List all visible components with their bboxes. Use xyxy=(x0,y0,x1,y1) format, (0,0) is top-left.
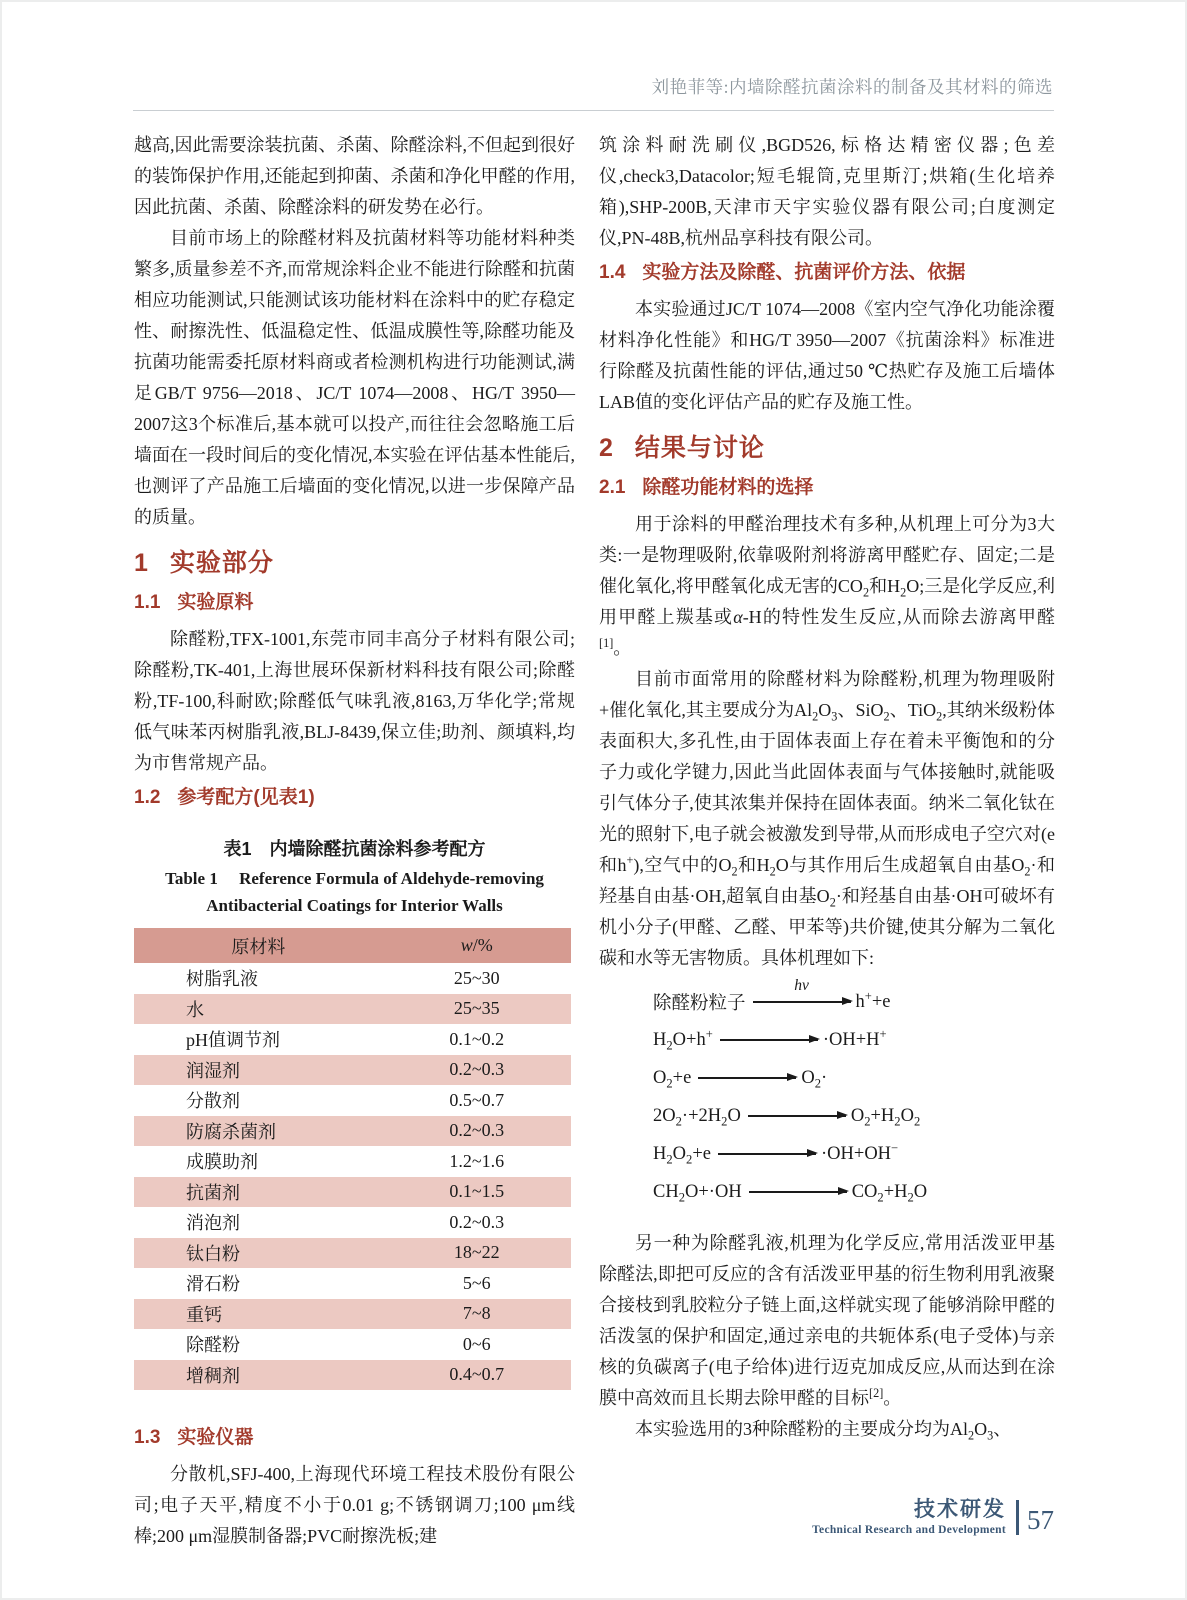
material-cell: 除醛粉 xyxy=(186,1335,240,1356)
value-cell: 0.1~0.2 xyxy=(449,1028,505,1049)
material-cell: 分散剂 xyxy=(186,1091,240,1112)
reaction-arrow-icon xyxy=(749,1191,847,1193)
section-number: 1.2 xyxy=(134,787,161,808)
section-number: 1.4 xyxy=(599,262,626,283)
reaction-equation xyxy=(599,1097,1055,1135)
value-cell: 0.1~1.5 xyxy=(449,1181,505,1202)
right-column xyxy=(599,130,1055,1445)
section-title: 实验原料 xyxy=(177,592,254,613)
table-row xyxy=(134,1177,571,1208)
table-row xyxy=(134,1299,571,1330)
section-number: 2 xyxy=(599,434,613,462)
material-cell: 钛白粉 xyxy=(186,1243,240,1264)
section-title: 实验仪器 xyxy=(177,1427,254,1448)
equation-rhs: ·OH+H+ xyxy=(822,1026,887,1050)
table1-caption-cn: 表1 内墙除醛抗菌涂料参考配方 xyxy=(223,839,486,859)
running-title: 刘艳菲等:内墙除醛抗菌涂料的制备及其材料的筛选 xyxy=(651,77,1053,97)
material-cell: 成膜助剂 xyxy=(186,1152,258,1173)
table-row xyxy=(134,1207,571,1238)
material-cell: 树脂乳液 xyxy=(186,969,258,990)
formula-table xyxy=(134,928,571,1390)
reaction-equation xyxy=(599,1059,1055,1097)
paragraph: 目前市面常用的除醛材料为除醛粉,机理为物理吸附+催化氧化,其主要成分为$Al_2O_3$、SiO$_2$、TiO$_2$,其纳米级粉体表面积大,多孔性,由于固体表面上存在着未平衡饱和的分子力或化学键力,因此当此固体表面与气体接触时,就能吸引气体分子,使其浓集并保持在固体表面。纳米二氧化钛在光的照射下,电子就会被激发到导带,从而形成电子空穴对(e和h+),空气中的$O_2$和$H_2O$与其作用后生成超氧自由基$O_2\cdot$和羟基自由基·OH,超氧自由基$O_2\cdot$和羟基自由基·OH可破坏有机小分子(甲醛、乙醛、甲苯等)共价键,使其分解为二氧化碳和水等无害物质。具体机理如下: xyxy=(599,669,1056,968)
page-number: 57 xyxy=(1027,1505,1054,1535)
equation-rhs: $CO_2+H_2O$ xyxy=(851,1181,928,1205)
reaction-equation xyxy=(599,977,1055,1021)
value-cell: 5~6 xyxy=(462,1272,491,1293)
material-cell: 抗菌剂 xyxy=(186,1182,240,1203)
value-cell: 25~35 xyxy=(453,998,500,1019)
section-number: 1 xyxy=(134,549,148,577)
subsection-heading-1-3 xyxy=(134,1424,575,1452)
page-footer xyxy=(812,1498,1054,1537)
table1-caption-en-line1: Table 1 Reference Formula of Aldehyde-removing xyxy=(165,869,544,888)
table-row xyxy=(134,1268,571,1299)
footer-divider-bar xyxy=(1016,1500,1019,1535)
equation-rhs: ·OH+OH− xyxy=(821,1140,899,1164)
reaction-equation xyxy=(599,1173,1055,1211)
value-cell: 0.4~0.7 xyxy=(449,1364,505,1385)
left-column xyxy=(134,130,575,1552)
section-heading-1 xyxy=(134,546,575,580)
footer-section-cn: 技术研发 xyxy=(914,1498,1006,1521)
value-cell: 0.2~0.3 xyxy=(449,1211,505,1232)
reaction-equation xyxy=(599,1021,1055,1059)
table-row xyxy=(134,1024,571,1055)
equation-rhs: h++e xyxy=(855,988,891,1012)
value-cell: 7~8 xyxy=(462,1303,491,1324)
header-rule xyxy=(133,110,1054,111)
material-cell: 防腐杀菌剂 xyxy=(186,1121,276,1142)
value-cell: 0~6 xyxy=(462,1333,491,1354)
table-row xyxy=(134,1146,571,1177)
material-cell: 润湿剂 xyxy=(186,1060,240,1081)
footer-section-en: Technical Research and Development xyxy=(812,1524,1006,1536)
paragraph: 越高,因此需要涂装抗菌、杀菌、除醛涂料,不但起到很好的装饰保护作用,还能起到抑菌、杀菌和净化甲醛的作用,因此抗菌、杀菌、除醛涂料的研发势在必行。 xyxy=(134,135,575,217)
value-cell: 0.2~0.3 xyxy=(449,1120,505,1141)
reaction-arrow-icon xyxy=(718,1153,816,1155)
paragraph: 另一种为除醛乳液,机理为化学反应,常用活泼亚甲基除醛法,即把可反应的含有活泼亚甲基的衍生物利用乳液聚合接枝到乳胶粒分子链上面,这样就实现了能够消除甲醛的活泼氢的保护和固定,通过亲电的共轭体系(电子受体)与亲核的负碳离子(电子给体)进行迈克加成反应,从而达到在涂膜中高效而且长期去除甲醛的目标[2]。 xyxy=(599,1233,1055,1408)
value-cell: 0.5~0.7 xyxy=(449,1089,505,1110)
subsection-heading-2-1 xyxy=(599,474,1055,502)
value-cell: 18~22 xyxy=(453,1242,500,1263)
material-cell: 消泡剂 xyxy=(186,1213,240,1234)
footer-section-labels xyxy=(812,1498,1006,1537)
reaction-arrow-icon xyxy=(753,977,851,1003)
section-heading-2 xyxy=(599,431,1055,465)
section-title: 除醛功能材料的选择 xyxy=(642,477,814,498)
equation-rhs: $O_2\cdot$ xyxy=(801,1067,828,1091)
reaction-arrow-icon xyxy=(720,1039,818,1041)
material-cell: 水 xyxy=(186,999,204,1020)
section-number: 2.1 xyxy=(599,477,626,498)
section-title: 参考配方(见表1) xyxy=(177,787,315,808)
equation-lhs: $H_2O_2+e$ xyxy=(653,1143,711,1167)
table-row xyxy=(134,1055,571,1086)
column-header-material: 原材料 xyxy=(134,928,383,963)
paragraph: 除醛粉,TFX-1001,东莞市同丰高分子材料有限公司;除醛粉,TK-401,上海世展环保新材料科技有限公司;除醛粉,TF-100,科耐欧;除醛低气味乳液,8163,万华化学;常规低气味苯丙树脂乳液,BLJ-8439,保立佳;助剂、颜填料,均为市售常规产品。 xyxy=(134,629,575,773)
table-row xyxy=(134,1085,571,1116)
section-number: 1.3 xyxy=(134,1427,161,1448)
reaction-equation xyxy=(599,1135,1055,1173)
reaction-equations xyxy=(599,977,1055,1211)
paragraph: 本实验选用的3种除醛粉的主要成分均为$Al_2O_3$、 xyxy=(635,1419,1012,1443)
equation-lhs: $CH_2O+\cdot OH$ xyxy=(653,1181,742,1205)
subsection-heading-1-2 xyxy=(134,784,575,812)
section-title: 实验方法及除醛、抗菌评价方法、依据 xyxy=(642,262,966,283)
equation-lhs: 除醛粉粒子 xyxy=(653,994,746,1014)
table-row xyxy=(134,1360,571,1391)
paragraph: 目前市场上的除醛材料及抗菌材料等功能材料种类繁多,质量参差不齐,而常规涂料企业不能进行除醛和抗菌相应功能测试,只能测试该功能材料在涂料中的贮存稳定性、耐擦洗性、低温稳定性、低温成膜性等,除醛功能及抗菌功能需委托原材料商或者检测机构进行功能测试,满足GB/T 9756—2018、JC/T 1074—2008、HG/T 3950—2007这3个标准后,基本就可以投产,而往往会忽略施工后墙面在一段时间后的变化情况,本实验在评估基本性能后,也测评了产品施工后墙面的变化情况,以进一步保障产品的质量。 xyxy=(134,228,575,527)
reaction-arrow-icon xyxy=(698,1077,796,1079)
equation-lhs: $2O_2\cdot+2H_2O$ xyxy=(653,1105,741,1129)
material-cell: pH值调节剂 xyxy=(186,1030,280,1051)
subsection-heading-1-1 xyxy=(134,589,575,617)
equation-lhs: $O_2+e$ xyxy=(653,1067,692,1091)
section-title: 结果与讨论 xyxy=(634,434,765,462)
reaction-arrow-icon xyxy=(748,1115,846,1117)
equation-lhs: $H_2O+h^+$ xyxy=(653,1026,713,1053)
table-header-row xyxy=(134,928,571,963)
table1-caption-en-line2: Antibacterial Coatings for Interior Walls xyxy=(206,896,503,915)
paragraph: 分散机,SFJ-400,上海现代环境工程技术股份有限公司;电子天平,精度不小于0.01 g;不锈钢调刀;100 μm线棒;200 μm湿膜制备器;PVC耐擦洗板;建 xyxy=(134,1464,575,1546)
column-header-weight-percent: w/% xyxy=(383,928,571,963)
table-row xyxy=(134,994,571,1025)
paragraph: 筑涂料耐洗刷仪,BGD526,标格达精密仪器;色差仪,check3,Datacolor;短毛辊筒,克里斯汀;烘箱(生化培养箱),SHP-200B,天津市天宇实验仪器有限公司;白度测定仪,PN-48B,杭州品享科技有限公司。 xyxy=(599,135,1055,248)
material-cell: 增稠剂 xyxy=(186,1365,240,1386)
section-title: 实验部分 xyxy=(169,549,274,577)
material-cell: 重钙 xyxy=(186,1304,222,1325)
table1-block xyxy=(134,836,575,1390)
value-cell: 25~30 xyxy=(453,967,500,988)
paragraph: 用于涂料的甲醛治理技术有多种,从机理上可分为3大类:一是物理吸附,依靠吸附剂将游离甲醛贮存、固定;二是催化氧化,将甲醛氧化成无害的$CO_2$和$H_2O$;三是化学反应,利用甲醛上羰基或α-H的特性发生反应,从而除去游离甲醛[1]。 xyxy=(599,514,1055,658)
table-row xyxy=(134,1116,571,1147)
table-row xyxy=(134,963,571,994)
subsection-heading-1-4 xyxy=(599,259,1055,287)
arrow-label: hv xyxy=(791,977,812,995)
value-cell: 0.2~0.3 xyxy=(449,1059,505,1080)
table-row xyxy=(134,1238,571,1269)
value-cell: 1.2~1.6 xyxy=(449,1150,505,1171)
equation-rhs: $O_2+H_2O_2$ xyxy=(850,1105,921,1129)
material-cell: 滑石粉 xyxy=(186,1274,240,1295)
section-number: 1.1 xyxy=(134,592,161,613)
paragraph: 本实验通过JC/T 1074—2008《室内空气净化功能涂覆材料净化性能》和HG/T 3950—2007《抗菌涂料》标准进行除醛及抗菌性能的评估,通过50 ℃热贮存及施工后墙体LAB值的变化评估产品的贮存及施工性。 xyxy=(599,299,1055,412)
table-row xyxy=(134,1329,571,1360)
